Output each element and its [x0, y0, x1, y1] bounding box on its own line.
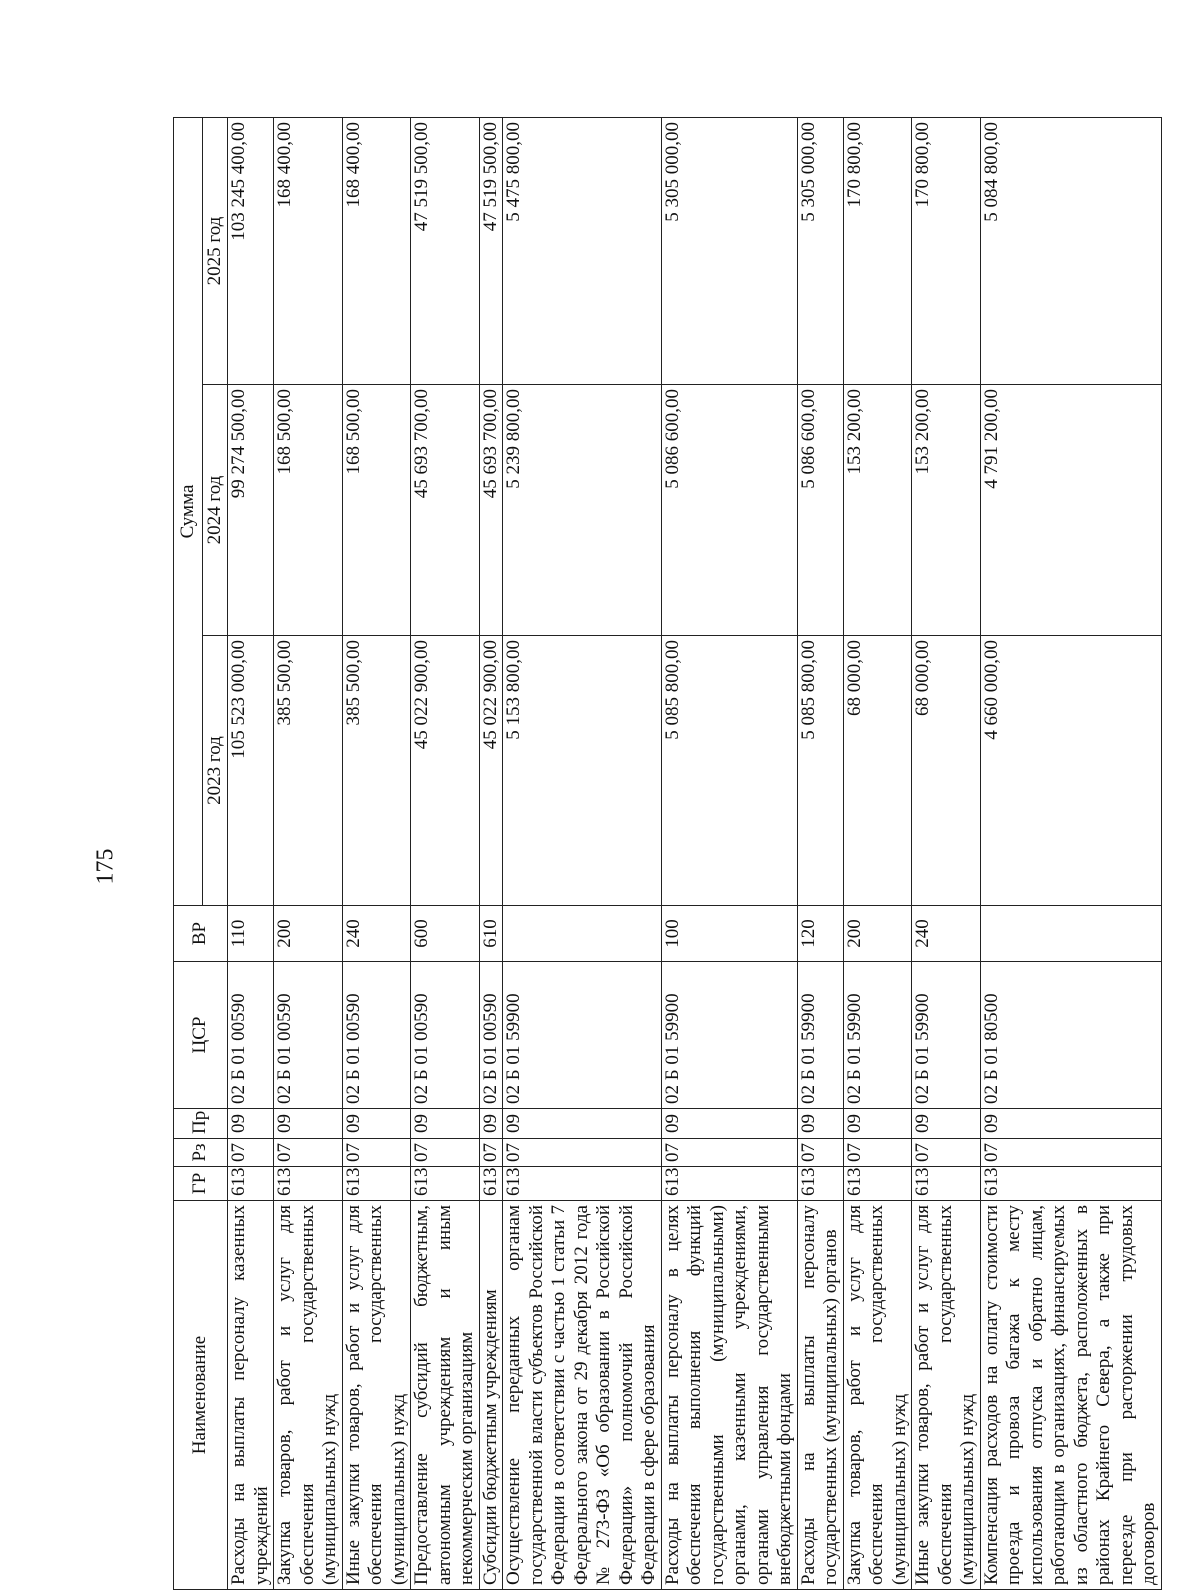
- header-csr: ЦСР: [174, 962, 228, 1109]
- cell-2023: 45 022 900,00: [411, 636, 480, 906]
- cell-2023: 45 022 900,00: [479, 636, 503, 906]
- cell-rz: 07: [912, 1139, 981, 1167]
- cell-gr: 613: [342, 1167, 411, 1201]
- header-vr: ВР: [174, 906, 228, 962]
- cell-vr: 600: [411, 906, 480, 962]
- table-body: [228, 118, 1162, 1590]
- cell-rz: 07: [503, 1139, 662, 1167]
- cell-pr: 09: [797, 1109, 843, 1139]
- header-2025: 2025 год: [203, 118, 228, 385]
- cell-2023: 5 085 800,00: [661, 636, 797, 906]
- cell-2024: 99 274 500,00: [228, 385, 274, 636]
- table-row: [661, 118, 797, 1590]
- cell-2023: 385 500,00: [274, 636, 343, 906]
- table-row: [980, 118, 1161, 1590]
- cell-vr: 240: [912, 906, 981, 962]
- cell-csr: 02 Б 01 00590: [228, 962, 274, 1109]
- cell-csr: 02 Б 01 59900: [912, 962, 981, 1109]
- cell-rz: 07: [661, 1139, 797, 1167]
- cell-gr: 613: [980, 1167, 1161, 1201]
- table-header: [174, 118, 228, 1590]
- cell-gr: 613: [503, 1167, 662, 1201]
- cell-gr: 613: [411, 1167, 480, 1201]
- header-2024: 2024 год: [203, 385, 228, 636]
- cell-vr: [503, 906, 662, 962]
- cell-2025: 47 519 500,00: [411, 118, 480, 385]
- cell-rz: 07: [843, 1139, 912, 1167]
- cell-vr: 240: [342, 906, 411, 962]
- cell-vr: 110: [228, 906, 274, 962]
- table-row: [411, 118, 480, 1590]
- cell-pr: 09: [661, 1109, 797, 1139]
- cell-pr: 09: [503, 1109, 662, 1139]
- cell-name: Закупка товаров, работ и услуг для обеспечения государственных (муниципальных) нужд: [274, 1201, 343, 1590]
- page-number: 175: [92, 848, 119, 885]
- cell-2023: 385 500,00: [342, 636, 411, 906]
- cell-2024: 4 791 200,00: [980, 385, 1161, 636]
- cell-gr: 613: [912, 1167, 981, 1201]
- cell-rz: 07: [479, 1139, 503, 1167]
- cell-rz: 07: [228, 1139, 274, 1167]
- cell-gr: 613: [228, 1167, 274, 1201]
- cell-gr: 613: [274, 1167, 343, 1201]
- table-row: [274, 118, 343, 1590]
- cell-gr: 613: [479, 1167, 503, 1201]
- cell-2023: 5 153 800,00: [503, 636, 662, 906]
- cell-2025: 168 400,00: [274, 118, 343, 385]
- cell-name: Иные закупки товаров, работ и услуг для обеспечения государственных (муниципальных) нужд: [912, 1201, 981, 1590]
- cell-pr: 09: [843, 1109, 912, 1139]
- cell-name: Расходы на выплаты персоналу государственных (муниципальных) органов: [797, 1201, 843, 1590]
- table-row: [228, 118, 274, 1590]
- cell-2024: 5 086 600,00: [661, 385, 797, 636]
- cell-pr: 09: [479, 1109, 503, 1139]
- cell-rz: 07: [980, 1139, 1161, 1167]
- cell-name: Осуществление переданных органам государственной власти субъектов Российской Федерации в соответствии с частью 1 статьи 7 Федерального закона от 29 декабря 2012 года № 273-ФЗ «Об образовании в Российской Федерации» полномочий Российской Федерации в сфере образования: [503, 1201, 662, 1590]
- header-gr: ГР: [174, 1167, 228, 1201]
- cell-rz: 07: [342, 1139, 411, 1167]
- cell-pr: 09: [228, 1109, 274, 1139]
- cell-2024: 5 239 800,00: [503, 385, 662, 636]
- table-row: [479, 118, 503, 1590]
- cell-name: Предоставление субсидий бюджетным, автономным учреждениям и иным некоммерческим организациям: [411, 1201, 480, 1590]
- rotated-page-content: [173, 118, 1159, 1590]
- cell-pr: 09: [912, 1109, 981, 1139]
- cell-name: Иные закупки товаров, работ и услуг для обеспечения государственных (муниципальных) нужд: [342, 1201, 411, 1590]
- cell-2025: 5 084 800,00: [980, 118, 1161, 385]
- cell-gr: 613: [843, 1167, 912, 1201]
- cell-2025: 47 519 500,00: [479, 118, 503, 385]
- cell-2025: 170 800,00: [843, 118, 912, 385]
- table-row: [912, 118, 981, 1590]
- table-row: [342, 118, 411, 1590]
- cell-csr: 02 Б 01 00590: [479, 962, 503, 1109]
- cell-name: Компенсация расходов на оплату стоимости проезда и провоза багажа к месту использования отпуска и обратно лицам, работающим в организациях, финансируемых из областного бюджета, расположенных в районах Крайнего Севера, а также при переезде при расторжении трудовых договоров: [980, 1201, 1161, 1590]
- cell-2023: 4 660 000,00: [980, 636, 1161, 906]
- cell-rz: 07: [797, 1139, 843, 1167]
- cell-2024: 168 500,00: [274, 385, 343, 636]
- cell-2025: 5 475 800,00: [503, 118, 662, 385]
- cell-2024: 5 086 600,00: [797, 385, 843, 636]
- cell-2023: 105 523 000,00: [228, 636, 274, 906]
- header-rz: Рз: [174, 1139, 228, 1167]
- table-row: [843, 118, 912, 1590]
- cell-2024: 168 500,00: [342, 385, 411, 636]
- cell-2024: 153 200,00: [843, 385, 912, 636]
- cell-vr: 100: [661, 906, 797, 962]
- cell-2025: 103 245 400,00: [228, 118, 274, 385]
- cell-name: Расходы на выплаты персоналу в целях обеспечения выполнения функций государственными (муниципальными) органами, казенными учреждениями, органами управления государственными внебюджетными фондами: [661, 1201, 797, 1590]
- cell-csr: 02 Б 01 59900: [797, 962, 843, 1109]
- table-row: [503, 118, 662, 1590]
- header-name: Наименование: [174, 1201, 228, 1590]
- table-row: [797, 118, 843, 1590]
- cell-2025: 5 305 000,00: [797, 118, 843, 385]
- cell-csr: 02 Б 01 59900: [661, 962, 797, 1109]
- cell-csr: 02 Б 01 59900: [503, 962, 662, 1109]
- cell-csr: 02 Б 01 59900: [843, 962, 912, 1109]
- cell-vr: 200: [274, 906, 343, 962]
- cell-2023: 68 000,00: [843, 636, 912, 906]
- cell-csr: 02 Б 01 00590: [342, 962, 411, 1109]
- cell-gr: 613: [797, 1167, 843, 1201]
- cell-2024: 153 200,00: [912, 385, 981, 636]
- header-pr: Пр: [174, 1109, 228, 1139]
- cell-vr: 610: [479, 906, 503, 962]
- cell-2025: 5 305 000,00: [661, 118, 797, 385]
- cell-pr: 09: [274, 1109, 343, 1139]
- cell-rz: 07: [274, 1139, 343, 1167]
- cell-pr: 09: [411, 1109, 480, 1139]
- cell-vr: 120: [797, 906, 843, 962]
- cell-vr: 200: [843, 906, 912, 962]
- cell-pr: 09: [980, 1109, 1161, 1139]
- cell-rz: 07: [411, 1139, 480, 1167]
- cell-2025: 170 800,00: [912, 118, 981, 385]
- cell-2023: 5 085 800,00: [797, 636, 843, 906]
- header-2023: 2023 год: [203, 636, 228, 906]
- cell-name: Расходы на выплаты персоналу казенных учреждений: [228, 1201, 274, 1590]
- budget-table: [173, 117, 1162, 1590]
- cell-csr: 02 Б 01 00590: [274, 962, 343, 1109]
- cell-vr: [980, 906, 1161, 962]
- cell-name: Закупка товаров, работ и услуг для обеспечения государственных (муниципальных) нужд: [843, 1201, 912, 1590]
- cell-csr: 02 Б 01 80500: [980, 962, 1161, 1109]
- cell-2024: 45 693 700,00: [411, 385, 480, 636]
- cell-pr: 09: [342, 1109, 411, 1139]
- cell-gr: 613: [661, 1167, 797, 1201]
- cell-2025: 168 400,00: [342, 118, 411, 385]
- cell-name: Субсидии бюджетным учреждениям: [479, 1201, 503, 1590]
- cell-2024: 45 693 700,00: [479, 385, 503, 636]
- header-sum: Сумма: [174, 118, 203, 906]
- cell-2023: 68 000,00: [912, 636, 981, 906]
- cell-csr: 02 Б 01 00590: [411, 962, 480, 1109]
